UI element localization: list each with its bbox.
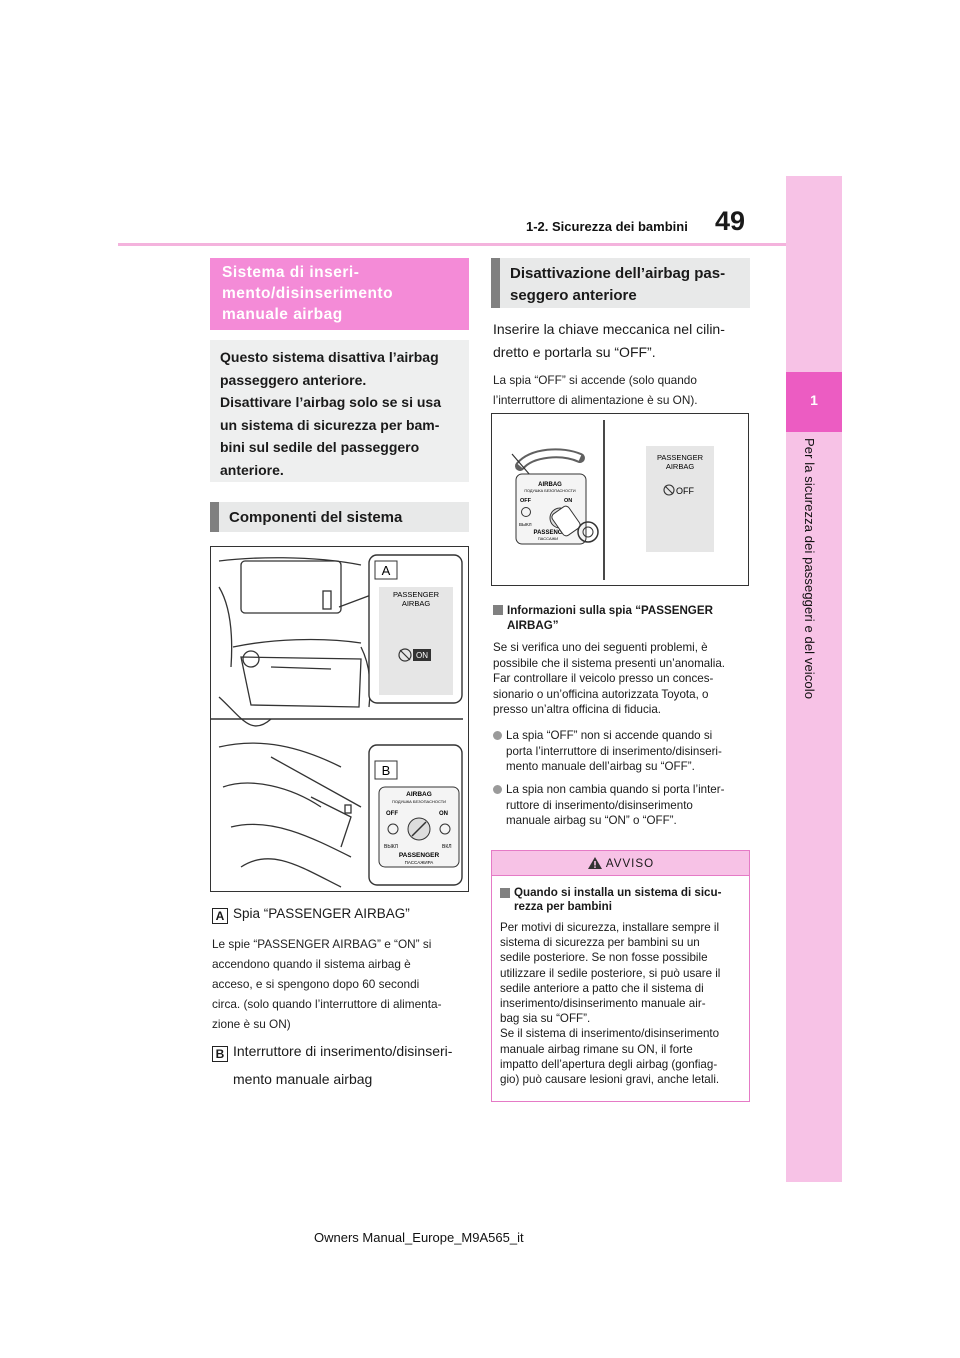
components-illustration <box>210 546 469 892</box>
switch-top-ru: ПОДУШКА БЕЗОПАСНОСТИ <box>524 489 576 493</box>
running-head: 1-2. Sicurezza dei bambini <box>526 219 688 234</box>
switch-on-ru: ВКЛ <box>442 844 452 850</box>
title-line: mento/disinserimento <box>222 285 394 302</box>
instruction-block <box>493 318 751 410</box>
info-heading: Informazioni sulla spia “PASSENGER AIRBAG” <box>493 603 751 633</box>
title-line: Sistema di inseri- <box>222 264 360 281</box>
callout-a-badge: A <box>381 563 391 578</box>
key-turn-drawing <box>492 414 748 585</box>
legend-b-badge: B <box>212 1046 228 1062</box>
indicator-label-2: AIRBAG <box>401 599 431 608</box>
intro-line: anteriore. <box>220 461 284 478</box>
warning-triangle-icon <box>587 856 603 870</box>
switch-off-label: OFF <box>520 498 531 504</box>
title-line: manuale airbag <box>222 306 343 323</box>
instruction-line: dretto e portarla su “OFF”. <box>493 344 656 360</box>
warning-label: AVVISO <box>605 857 655 870</box>
legend-a-note: Le spie “PASSENGER AIRBAG” e “ON” si accendono quando il sistema airbag è acceso, e si spengono dopo 60 secondi circa. (solo quando l’interruttore di alimenta- zione è su ON) <box>212 937 442 1031</box>
chapter-tab-number: 1 <box>810 392 818 408</box>
indicator-label-2: AIRBAG <box>665 462 695 471</box>
intro-line: un sistema di sicurezza per bam- <box>220 416 440 433</box>
legend-b-line: mento manuale airbag <box>233 1071 373 1087</box>
bullet-item: La spia non cambia quando si porta l’inter- ruttore di inserimento/disinserimento manuale airbag su “ON” o “OFF”. <box>493 782 751 829</box>
components-heading: Componenti del sistema <box>210 502 469 532</box>
deactivate-heading: Disattivazione dell’airbag pas- seggero anteriore <box>491 258 750 308</box>
switch-on-label: ON <box>439 811 448 817</box>
warning-subtitle: Quando si installa un sistema di sicu- rezza per bambini <box>500 886 741 914</box>
legend-a-text: Spia “PASSENGER AIRBAG” <box>233 906 410 921</box>
section-title-manual-airbag <box>210 258 469 330</box>
intro-line: Questo sistema disattiva l’airbag <box>220 349 439 365</box>
on-indicator-label: ON <box>416 651 428 660</box>
switch-on-label: ON <box>564 498 573 504</box>
switch-off-label: OFF <box>386 811 398 817</box>
bullet-dot-icon <box>493 731 502 740</box>
header-rule <box>118 243 786 246</box>
switch-top-ru: ПОДУШКА БЕЗОПАСНОСТИ <box>391 799 447 804</box>
dashboard-drawing <box>211 547 468 891</box>
legend-b-line: Interruttore di inserimento/disinseri- <box>233 1043 453 1059</box>
legend-a-badge: A <box>212 908 228 924</box>
square-bullet-icon <box>500 888 510 898</box>
info-text: Se si verifica uno dei seguenti problemi, è possibile che il sistema presenti un’anomalia. Far controllare il veicolo presso un conces- sionario o un’officina autorizzata Toyota, o presso un’altra officina di fiducia. <box>493 641 725 716</box>
square-bullet-icon <box>493 605 503 615</box>
switch-off-ru: ВЫКЛ <box>519 522 532 527</box>
switch-top-label: AIRBAG <box>538 482 562 488</box>
page-number: 49 <box>714 206 746 236</box>
intro-box <box>210 340 469 482</box>
intro-line: bini sul sedile del passeggero <box>220 439 420 456</box>
off-indicator-label: OFF <box>676 486 694 496</box>
warning-header <box>492 851 749 876</box>
switch-off-ru: ВЫКЛ <box>384 844 398 850</box>
instruction-line: Inserire la chiave meccanica nel cilin- <box>493 321 725 337</box>
warning-text: Per motivi di sicurezza, installare sempre il sistema di sicurezza per bambini su un sedile posteriore. Se non fosse possibile utilizzare il sedile posteriore, si può usare il sedile anteriore a patto che il sistema di inserimento/disinserimento manuale air- bag sia su “OFF”. Se il sistema di inserimento/disinserimento manuale airbag rimane su ON, il forte impatto dell’apertura degli airbag (gonfiag- gio) può causare lesioni gravi, anche letali. <box>500 921 721 1087</box>
switch-top-label: AIRBAG <box>406 791 432 798</box>
intro-line: passeggero anteriore. <box>220 371 367 388</box>
legend-a <box>212 906 410 924</box>
chapter-tab-label: Per la sicurezza dei passeggeri e del veicolo <box>802 438 817 700</box>
legend-b <box>212 1040 452 1063</box>
warning-box <box>491 850 750 1102</box>
switch-bottom-label: PASSENGER <box>398 852 440 859</box>
instruction-note: l’interruttore di alimentazione è su ON). <box>493 393 698 407</box>
callout-b-badge: B <box>381 763 391 778</box>
switch-bottom-ru: ПАССАЖИРА <box>404 860 434 865</box>
bullet-dot-icon <box>493 785 502 794</box>
intro-line: Disattivare l’airbag solo se si usa <box>220 394 441 411</box>
footer: Owners Manual_Europe_M9A565_it <box>314 1230 524 1245</box>
switch-bottom-ru: ПАССАЖИ <box>537 536 559 541</box>
instruction-note: La spia “OFF” si accende (solo quando <box>493 373 697 387</box>
indicator-label-1: PASSENGER <box>392 590 440 599</box>
indicator-label-1: PASSENGER <box>656 453 704 462</box>
switch-bottom-label: PASSENG <box>533 530 563 536</box>
key-switch-illustration <box>491 413 749 586</box>
bullet-item: La spia “OFF” non si accende quando si porta l’interruttore di inserimento/disinseri- mento manuale dell’airbag su “OFF”. <box>493 728 751 775</box>
